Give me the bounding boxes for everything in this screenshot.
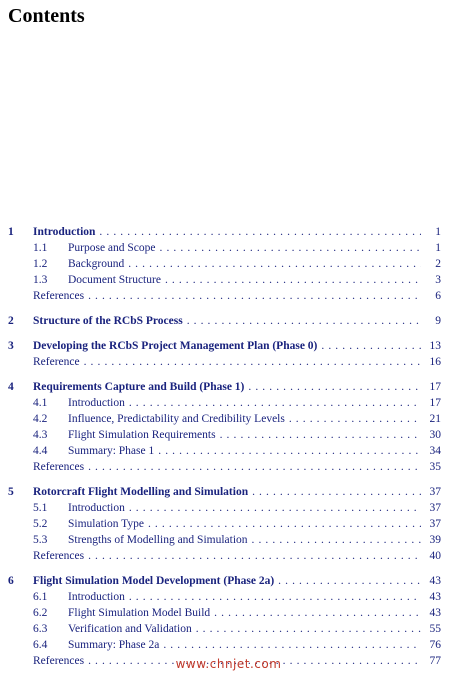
references-page-number: 6 — [435, 290, 441, 302]
dot-leader — [128, 256, 421, 272]
dot-leader — [187, 313, 421, 329]
section-row[interactable] — [0, 500, 457, 516]
toc-chapter — [0, 224, 457, 304]
section-page-number: 1 — [435, 242, 441, 254]
chapter-number: 6 — [8, 575, 14, 587]
references-title[interactable]: References — [33, 290, 85, 302]
dot-leader — [129, 500, 421, 516]
section-title[interactable]: Document Structure — [68, 274, 161, 286]
section-title[interactable]: Introduction — [68, 397, 125, 409]
page-title: Contents — [8, 5, 85, 27]
chapter-page-number: 9 — [435, 315, 441, 327]
section-page-number: 39 — [429, 534, 441, 546]
chapter-row[interactable] — [0, 484, 457, 500]
chapter-number: 5 — [8, 486, 14, 498]
references-title[interactable]: References — [33, 550, 85, 562]
section-number: 6.3 — [33, 623, 48, 635]
section-row[interactable] — [0, 427, 457, 443]
section-row[interactable] — [0, 272, 457, 288]
chapter-row[interactable] — [0, 224, 457, 240]
section-page-number: 37 — [429, 518, 441, 530]
section-title[interactable]: Strengths of Modelling and Simulation — [68, 534, 248, 546]
section-title[interactable]: Summary: Phase 1 — [68, 445, 155, 457]
section-page-number: 43 — [429, 591, 441, 603]
chapter-page-number: 13 — [429, 340, 441, 352]
section-page-number: 76 — [429, 639, 441, 651]
section-number: 5.2 — [33, 518, 48, 530]
section-page-number: 43 — [429, 607, 441, 619]
section-row[interactable] — [0, 411, 457, 427]
section-page-number: 37 — [429, 502, 441, 514]
toc-chapter — [0, 379, 457, 475]
dot-leader — [84, 354, 421, 370]
section-number: 6.4 — [33, 639, 48, 651]
dot-leader — [158, 443, 421, 459]
section-row[interactable] — [0, 637, 457, 653]
dot-leader — [129, 589, 421, 605]
chapter-page-number: 1 — [435, 226, 441, 238]
references-row[interactable] — [0, 459, 457, 475]
references-row[interactable] — [0, 354, 457, 370]
chapter-title[interactable]: Flight Simulation Model Development (Phase 2a) — [33, 575, 275, 587]
chapter-title[interactable]: Introduction — [33, 226, 96, 238]
section-row[interactable] — [0, 621, 457, 637]
section-row[interactable] — [0, 605, 457, 621]
references-row[interactable] — [0, 288, 457, 304]
chapter-page-number: 37 — [429, 486, 441, 498]
dot-leader — [214, 605, 421, 621]
chapter-row[interactable] — [0, 573, 457, 589]
section-number: 6.2 — [33, 607, 48, 619]
section-title[interactable]: Purpose and Scope — [68, 242, 156, 254]
references-page-number: 16 — [429, 356, 441, 368]
references-page-number: 40 — [429, 550, 441, 562]
section-title[interactable]: Flight Simulation Requirements — [68, 429, 216, 441]
toc-chapter — [0, 313, 457, 329]
dot-leader — [88, 459, 421, 475]
section-row[interactable] — [0, 516, 457, 532]
dot-leader — [88, 548, 421, 564]
section-page-number: 17 — [429, 397, 441, 409]
dot-leader — [196, 621, 421, 637]
section-row[interactable] — [0, 589, 457, 605]
references-page-number: 35 — [429, 461, 441, 473]
section-number: 1.3 — [33, 274, 48, 286]
dot-leader — [88, 288, 421, 304]
toc-chapter — [0, 573, 457, 669]
references-title[interactable]: References — [33, 461, 85, 473]
section-page-number: 2 — [435, 258, 441, 270]
section-title[interactable]: Flight Simulation Model Build — [68, 607, 211, 619]
chapter-row[interactable] — [0, 338, 457, 354]
references-title[interactable]: Reference — [33, 356, 80, 368]
chapter-title[interactable]: Developing the RCbS Project Management Plan (Phase 0) — [33, 340, 318, 352]
chapter-page-number: 17 — [429, 381, 441, 393]
section-title[interactable]: Introduction — [68, 502, 125, 514]
references-page-number: 77 — [429, 655, 441, 667]
section-title[interactable]: Background — [68, 258, 125, 270]
section-title[interactable]: Influence, Predictability and Credibility Levels — [68, 413, 285, 425]
chapter-title[interactable]: Requirements Capture and Build (Phase 1) — [33, 381, 245, 393]
dot-leader — [321, 338, 421, 354]
dot-leader — [220, 427, 421, 443]
dot-leader — [148, 516, 421, 532]
section-title[interactable]: Verification and Validation — [68, 623, 192, 635]
section-number: 4.2 — [33, 413, 48, 425]
watermark: www.chnjet.com — [175, 657, 282, 671]
chapter-number: 1 — [8, 226, 14, 238]
chapter-page-number: 43 — [429, 575, 441, 587]
section-page-number: 55 — [429, 623, 441, 635]
dot-leader — [289, 411, 421, 427]
chapter-title[interactable]: Rotorcraft Flight Modelling and Simulation — [33, 486, 249, 498]
table-of-contents — [0, 224, 457, 678]
section-number: 5.1 — [33, 502, 48, 514]
section-number: 1.1 — [33, 242, 48, 254]
references-row[interactable] — [0, 548, 457, 564]
chapter-number: 2 — [8, 315, 14, 327]
references-title[interactable]: References — [33, 655, 85, 667]
section-title[interactable]: Summary: Phase 2a — [68, 639, 160, 651]
section-page-number: 30 — [429, 429, 441, 441]
dot-leader — [99, 224, 421, 240]
section-row[interactable] — [0, 532, 457, 548]
section-number: 1.2 — [33, 258, 48, 270]
dot-leader — [165, 272, 421, 288]
dot-leader — [129, 395, 421, 411]
chapter-title[interactable]: Structure of the RCbS Process — [33, 315, 183, 327]
section-row[interactable] — [0, 256, 457, 272]
section-number: 6.1 — [33, 591, 48, 603]
dot-leader — [278, 573, 421, 589]
chapter-number: 4 — [8, 381, 14, 393]
toc-chapter — [0, 338, 457, 370]
dot-leader — [252, 532, 421, 548]
section-number: 4.4 — [33, 445, 48, 457]
section-number: 4.1 — [33, 397, 48, 409]
toc-chapter — [0, 484, 457, 564]
section-number: 4.3 — [33, 429, 48, 441]
chapter-row[interactable] — [0, 313, 457, 329]
section-title[interactable]: Introduction — [68, 591, 125, 603]
section-title[interactable]: Simulation Type — [68, 518, 144, 530]
dot-leader — [248, 379, 421, 395]
section-row[interactable] — [0, 240, 457, 256]
section-page-number: 3 — [435, 274, 441, 286]
section-row[interactable] — [0, 395, 457, 411]
section-page-number: 34 — [429, 445, 441, 457]
chapter-number: 3 — [8, 340, 14, 352]
section-row[interactable] — [0, 443, 457, 459]
section-number: 5.3 — [33, 534, 48, 546]
chapter-row[interactable] — [0, 379, 457, 395]
dot-leader — [160, 240, 421, 256]
section-page-number: 21 — [429, 413, 441, 425]
dot-leader — [163, 637, 421, 653]
dot-leader — [252, 484, 421, 500]
